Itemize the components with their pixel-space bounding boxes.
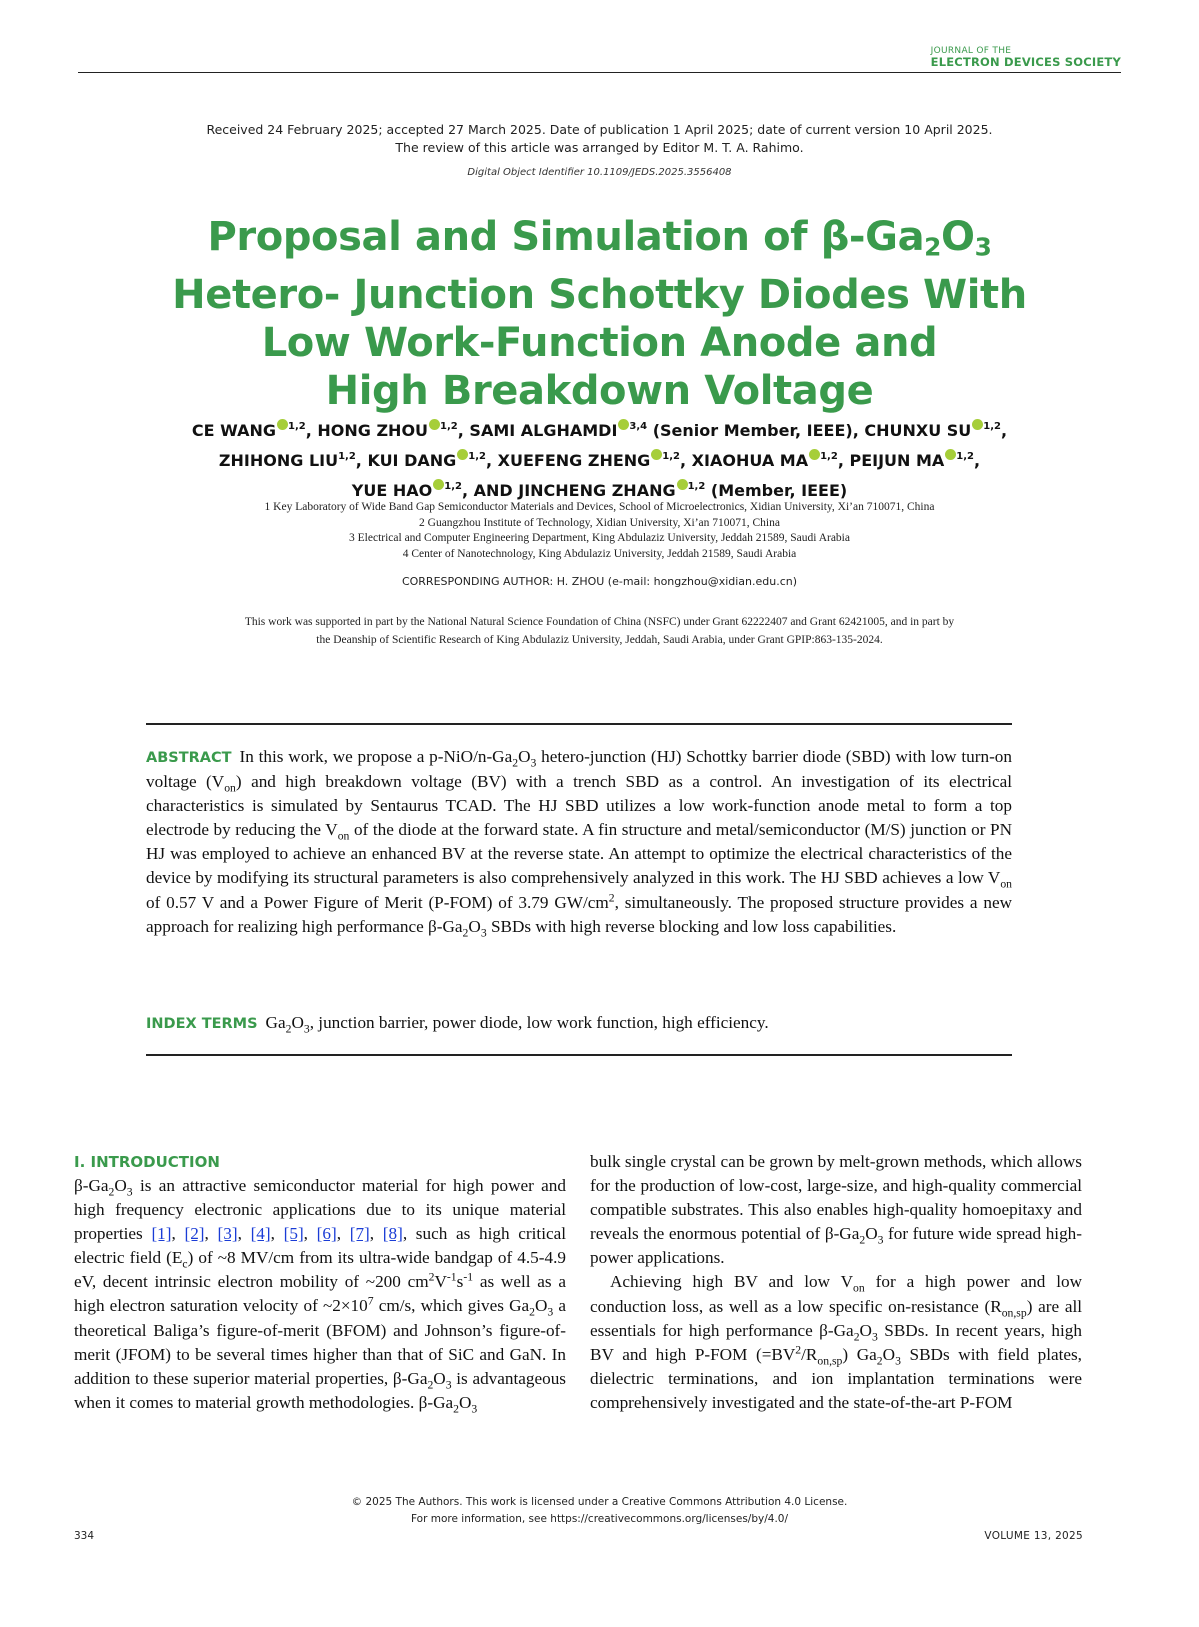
intro-paragraph-2: Achieving high BV and low $V_{on}$ for a high power and low conduction loss, as well as a low specific on-resistance $(R_{on,sp})$ are all essentials for high performance $\beta-Ga_2O_3$ SBDs. In recent years, high BV and high P-FOM $(=BV^2/R_{on,sp})$ $Ga_2O_3$ SBDs with field plates, dielectric terminations, and ion implantation terminations were comprehensively investigated and the state-of-the-art P-FOM	[590, 1272, 1082, 1412]
affiliation-3: 3 Electrical and Computer Engineering Department, King Abdulaziz University, Jeddah 21589, Saudi Arabia	[349, 532, 850, 544]
reference-link[interactable]: [4]	[250, 1224, 271, 1244]
title-line-3: Low Work-Function Anode and	[261, 320, 938, 367]
orcid-icon[interactable]	[651, 449, 662, 460]
license-notice	[0, 1494, 1199, 1528]
orcid-icon[interactable]	[429, 419, 440, 430]
orcid-icon[interactable]	[277, 419, 288, 430]
author-list	[0, 414, 1199, 504]
affiliation-1: 1 Key Laboratory of Wide Band Gap Semiconductor Materials and Devices, School of Microelectronics, Xidian University, Xi’an 710071, China	[264, 501, 935, 513]
orcid-icon[interactable]	[433, 479, 444, 490]
reference-link[interactable]: [3]	[217, 1224, 238, 1244]
volume-label: VOLUME 13, 2025	[984, 1530, 1083, 1542]
affiliation-2: 2 Guangzhou Institute of Technology, Xidian University, Xi’an 710071, China	[419, 516, 780, 529]
title-line-4: High Breakdown Voltage	[325, 368, 874, 415]
section-heading-introduction: I. INTRODUCTION	[74, 1153, 220, 1171]
orcid-icon[interactable]	[809, 449, 820, 460]
license-link[interactable]: For more information, see https://creativecommons.org/licenses/by/4.0/	[411, 1513, 788, 1525]
orcid-icon[interactable]	[972, 419, 983, 430]
license-line: © 2025 The Authors. This work is licensed under a Creative Commons Attribution 4.0 License.	[351, 1496, 848, 1508]
editor-line: The review of this article was arranged by Editor M. T. A. Rahimo.	[395, 140, 804, 155]
orcid-icon[interactable]	[945, 449, 956, 460]
journal-logo	[931, 46, 1121, 69]
intro-paragraph-1-continued: bulk single crystal can be grown by melt-grown methods, which allows for the production of low-cost, large-size, and high-quality commercial compatible substrates. This also enables high-quality homoepitaxy and reveals the enormous potential of $\beta-Ga_2O_3$ for future wide spread high-power applications.	[590, 1152, 1082, 1268]
title-line-1: Proposal and Simulation of $\beta-Ga_2O_3$	[207, 214, 992, 262]
column-right	[590, 1150, 1082, 1415]
author-line-1: CE WANG $^{1,2}$, HONG ZHOU $^{1,2}$, SAMI ALGHAMDI $^{3,4}$ (Senior Member, IEEE), CHUNXU SU $^{1,2}$,	[191, 421, 1008, 440]
affiliations	[0, 500, 1199, 562]
orcid-icon[interactable]	[677, 479, 688, 490]
title-line-2: Hetero- Junction Schottky Diodes With	[172, 272, 1027, 319]
abstract-label: ABSTRACT	[146, 750, 232, 766]
orcid-icon[interactable]	[618, 419, 629, 430]
index-terms: INDEX TERMS $Ga_2O_3$, junction barrier, power diode, low work function, high efficiency.	[146, 1013, 769, 1036]
page-number: 334	[74, 1530, 95, 1542]
reference-link[interactable]: [5]	[283, 1224, 304, 1244]
received-dates	[0, 121, 1199, 157]
corresponding-author: CORRESPONDING AUTHOR: H. ZHOU (e-mail: hongzhou@xidian.edu.cn)	[401, 575, 798, 588]
header-rule	[78, 72, 1121, 73]
abstract-bottom-rule	[146, 1054, 1012, 1056]
column-left	[74, 1150, 566, 1415]
abstract: ABSTRACT In this work, we propose a $p-NiO/n-Ga_2O_3$ hetero-junction (HJ) Schottky barrier diode (SBD) with low turn-on voltage $(V_{on})$ and high breakdown voltage (BV) with a trench SBD as a control. An investigation of its electrical characteristics is simulated by Sentaurus TCAD. The HJ SBD utilizes a low work-function anode metal to form a top electrode by reducing the $V_{on}$ of the diode at the forward state. A fin structure and metal/semiconductor (M/S) junction or PN HJ was employed to achieve an enhanced BV at the reverse state. An attempt to optimize the electrical characteristics of the device by modifying its structural parameters is also comprehensively analyzed in this work. The HJ SBD achieves a low $V_{on}$ of 0.57 V and a Power Figure of Merit (P-FOM) of 3.79 $GW/cm^2$, simultaneously. The proposed structure provides a new approach for realizing high performance $\beta-Ga_2O_3$ SBDs with high reverse blocking and low loss capabilities.	[146, 747, 1013, 940]
abstract-top-rule	[146, 723, 1012, 725]
received-line: Received 24 February 2025; accepted 27 March 2025. Date of publication 1 April 2025; date of current version 10 April 2025.	[206, 122, 993, 137]
reference-link[interactable]: [6]	[316, 1224, 337, 1244]
doi: Digital Object Identifier 10.1109/JEDS.2025.3556408	[467, 167, 732, 178]
journal-logo-line1: JOURNAL OF THE	[930, 46, 1012, 56]
article-title	[0, 213, 1199, 415]
affiliation-4: 4 Center of Nanotechnology, King Abdulaziz University, Jeddah 21589, Saudi Arabia	[402, 547, 797, 560]
intro-paragraph-1: $\beta-Ga_2O_3$ is an attractive semiconductor material for high power and high frequency electronic applications due to its unique material properties [1], [2], [3], [4], [5], [6], [7], [8], such as high critical electric field $(E_c)$ of ~8 MV/cm from its ultra-wide bandgap of 4.5-4.9 eV, decent intrinsic electron mobility of ~200 $cm^2V^{-1}s^{-1}$ as well as a high electron saturation velocity of $\sim 2\times 10^7$ cm/s, which gives $Ga_2O_3$ a theoretical Baliga’s figure-of-merit (BFOM) and Johnson’s figure-of-merit (JFOM) to be several times higher than that of SiC and GaN. In addition to these superior material properties, $\beta-Ga_2O_3$ is advantageous when it comes to material growth methodologies. $\beta-Ga_2O_3$	[74, 1176, 567, 1416]
author-line-2: ZHIHONG LIU$^{1,2}$, KUI DANG $^{1,2}$, XUEFENG ZHENG $^{1,2}$, XIAOHUA MA $^{1,2}$, PEIJUN MA $^{1,2}$,	[218, 451, 981, 470]
funding-note: This work was supported in part by the National Natural Science Foundation of China (NSFC) under Grant 62222407 and Grant 62421005, and in part by the Deanship of Scientific Research of King Abdulaziz University, Jeddah, Saudi Arabia, under Grant GPIP:863-135-2024.	[244, 616, 955, 646]
orcid-icon[interactable]	[457, 449, 468, 460]
reference-link[interactable]: [7]	[349, 1224, 370, 1244]
reference-link[interactable]: [1]	[151, 1224, 172, 1244]
reference-link[interactable]: [8]	[382, 1224, 403, 1244]
author-line-3: YUE HAO $^{1,2}$, AND JINCHENG ZHANG $^{1,2}$ (Member, IEEE)	[351, 481, 848, 500]
index-terms-label: INDEX TERMS	[146, 1016, 258, 1032]
journal-logo-line2: ELECTRON DEVICES SOCIETY	[930, 55, 1121, 69]
reference-link[interactable]: [2]	[184, 1224, 205, 1244]
